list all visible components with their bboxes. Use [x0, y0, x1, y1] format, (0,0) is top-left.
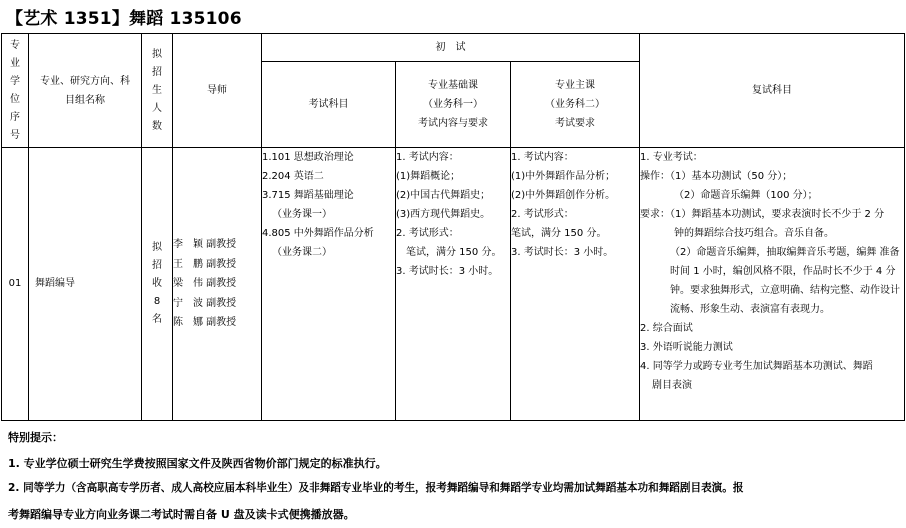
note-item: 1. 专业学位硕士研究生学费按照国家文件及陕西省物价部门规定的标准执行。 — [8, 457, 387, 470]
notes-title: 特别提示： — [8, 431, 63, 444]
row-tutors — [173, 148, 262, 421]
header-quota: 拟 招 生 人 数 — [142, 34, 173, 148]
header-seq: 专 业 学 位 序 号 — [2, 34, 29, 148]
row-exam-subjects: 1.101 思想政治理论 2.204 英语二 3.715 舞蹈基础理论 （业务课一） 4.805 中外舞蹈作品分析 （业务课二） — [262, 148, 396, 421]
tutor-name: 王 鹏 副教授 — [173, 258, 237, 270]
header-exam-subjects: 考试科目 — [262, 62, 396, 148]
header-initial-exam: 初 试 — [262, 34, 640, 62]
tutor-name: 梁 伟 副教授 — [173, 278, 237, 290]
page-title: 【艺术 1351】舞蹈 135106 — [6, 9, 242, 29]
row-basic-course: 1. 考试内容： (1)舞蹈概论； (2)中国古代舞蹈史； (3)西方现代舞蹈史。 2. 考试形式： 笔试，满分 150 分。 3. 考试时长：3 小时。 — [396, 148, 511, 421]
header-main-course: 专业主课 （业务科二） 考试要求 — [511, 62, 640, 148]
header-basic-course: 专业基础课 （业务科一） 考试内容与要求 — [396, 62, 511, 148]
special-notes — [8, 428, 900, 524]
admission-table — [1, 33, 905, 421]
tutor-name: 李 颖 副教授 — [173, 239, 237, 251]
note-item: 2. 同等学力（含高职高专学历者、成人高校应届本科毕业生）及非舞蹈专业毕业的考生，报考舞蹈编导和舞蹈学专业均需加试舞蹈基本功和舞蹈剧目表演。报 — [8, 482, 744, 494]
row-main-course: 1. 考试内容： (1)中外舞蹈作品分析； (2)中外舞蹈创作分析。 2. 考试形式： 笔试，满分 150 分。 3. 考试时长：3 小时。 — [511, 148, 640, 421]
header-major: 专业、研究方向、科 目组名称 — [29, 34, 142, 148]
tutor-name: 宁 波 副教授 — [173, 297, 237, 309]
note-item: 考舞蹈编导专业方向业务课二考试时需自备 U 盘及读卡式便携播放器。 — [8, 508, 355, 521]
row-major: 舞蹈编导 — [29, 148, 142, 421]
tutor-name: 陈 娜 副教授 — [173, 317, 237, 329]
row-retest: 1. 专业考试： 操作：（1）基本功测试（50 分）； （2）命题音乐编舞（100 分）； 要求：（1）舞蹈基本功测试，要求表演时长不少于 2 分 钟的舞蹈综合技巧组合。音乐自备。 （2）命题音乐编舞，抽取编舞音乐考题，编舞 准备时间 1 小时，编创风格不限，作品时长不少于 4 分钟。要求独舞形式，立意明确、结构完整、动作设计流畅、形象生动、表演富有表现力。 2. 综合面试 3. 外语听说能力测试 4. 同等学力或跨专业考生加试舞蹈基本功测试、舞蹈 剧目表演 — [640, 148, 905, 421]
header-retest: 复试科目 — [640, 34, 905, 148]
row-quota: 拟 招 收 8 名 — [142, 148, 173, 421]
row-seq: 01 — [2, 148, 29, 421]
header-tutor: 导师 — [173, 34, 262, 148]
